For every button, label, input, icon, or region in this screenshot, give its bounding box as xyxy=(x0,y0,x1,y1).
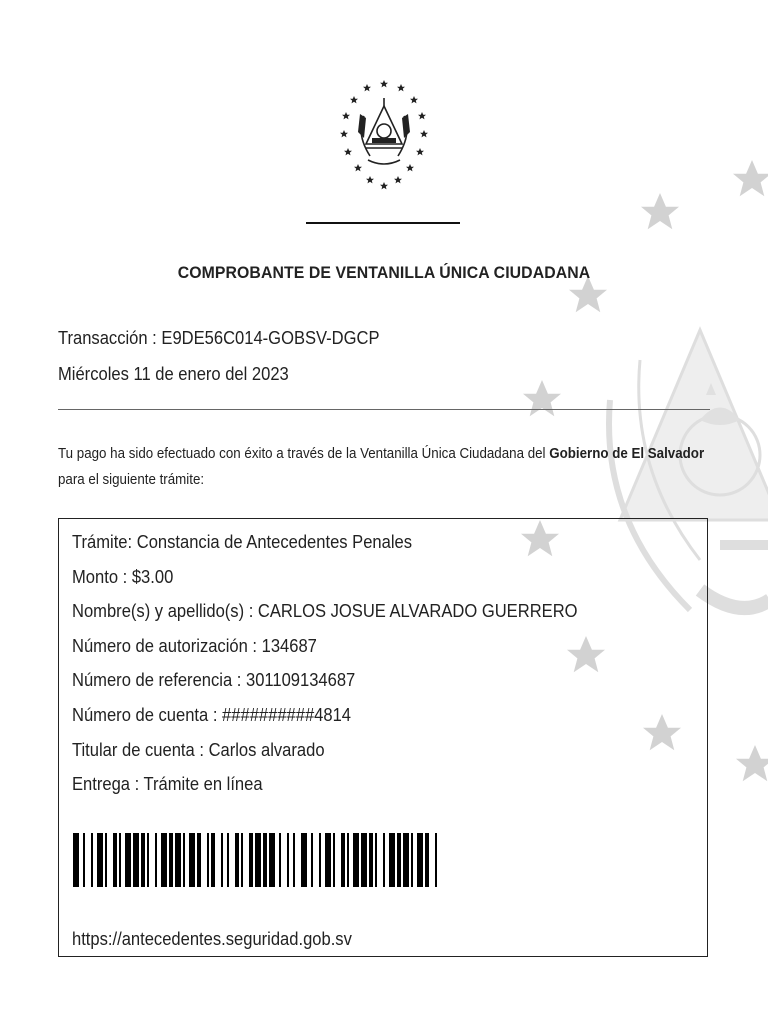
barcode-bar xyxy=(435,833,437,887)
entrega-row: Entrega : Trámite en línea xyxy=(72,774,263,795)
nombre-row: Nombre(s) y apellido(s) : CARLOS JOSUE ALVARADO GUERRERO xyxy=(72,601,578,622)
barcode-bar xyxy=(169,833,173,887)
titular-row: Titular de cuenta : Carlos alvarado xyxy=(72,739,325,760)
barcode-bar xyxy=(221,833,223,887)
barcode-bar xyxy=(347,833,349,887)
details-box xyxy=(58,518,708,957)
barcode-bar xyxy=(269,833,275,887)
entrega-value: Trámite en línea xyxy=(143,774,263,795)
tramite-row: Trámite: Constancia de Antecedentes Penales xyxy=(72,532,413,552)
monto-label: Monto xyxy=(72,566,119,587)
barcode-bar xyxy=(411,833,413,887)
barcode-bar xyxy=(325,833,331,887)
titular-value: Carlos alvarado xyxy=(208,739,325,760)
barcode-bar xyxy=(403,833,409,887)
transaction-date: Miércoles 11 de enero del 2023 xyxy=(58,364,289,384)
autorizacion-value: 134687 xyxy=(261,635,317,656)
intro-suffix: para el siguiente trámite: xyxy=(58,472,205,488)
tramite-label: Trámite xyxy=(72,532,128,552)
barcode-bar xyxy=(235,833,239,887)
barcode-bar xyxy=(361,833,367,887)
barcode-bar xyxy=(301,833,307,887)
intro-bold: Gobierno de El Salvador xyxy=(549,446,705,462)
nombre-label: Nombre(s) y apellido(s) xyxy=(72,601,245,622)
barcode-bar xyxy=(319,833,321,887)
cuenta-label: Número de cuenta xyxy=(72,704,209,725)
signature-line xyxy=(306,222,460,224)
barcode-bar xyxy=(255,833,261,887)
divider xyxy=(58,409,710,410)
barcode-bar xyxy=(241,833,243,887)
barcode-bar xyxy=(133,833,139,887)
barcode-bar xyxy=(147,833,149,887)
barcode-bar xyxy=(73,833,79,887)
barcode-bar xyxy=(97,833,103,887)
autorizacion-row: Número de autorización : 134687 xyxy=(72,635,317,656)
barcode-bar xyxy=(279,833,281,887)
barcode-bar xyxy=(183,833,185,887)
transaction-label: Transacción xyxy=(58,328,148,348)
referencia-row: Número de referencia : 301109134687 xyxy=(72,670,356,691)
autorizacion-label: Número de autorización xyxy=(72,635,248,656)
barcode-bar xyxy=(105,833,107,887)
barcode-bar xyxy=(125,833,131,887)
barcode-bar xyxy=(227,833,229,887)
barcode-bar xyxy=(333,833,335,887)
verification-url: https://antecedentes.seguridad.gob.sv xyxy=(72,929,352,949)
barcode-bar xyxy=(211,833,215,887)
barcode-bar xyxy=(353,833,359,887)
barcode-bar xyxy=(197,833,201,887)
barcode-bar xyxy=(287,833,289,887)
tramite-value: Constancia de Antecedentes Penales xyxy=(136,532,413,552)
barcode-bar xyxy=(91,833,93,887)
barcode-bar xyxy=(311,833,313,887)
cuenta-row: Número de cuenta : ##########4814 xyxy=(72,704,352,725)
barcode-bar xyxy=(369,833,373,887)
barcode-bar xyxy=(141,833,145,887)
barcode-bar xyxy=(383,833,385,887)
barcode-bar xyxy=(189,833,195,887)
titular-label: Titular de cuenta xyxy=(72,739,195,760)
barcode-bar xyxy=(375,833,377,887)
barcode-bar xyxy=(417,833,423,887)
barcode-bar xyxy=(341,833,345,887)
transaction-id: E9DE56C014-GOBSV-DGCP xyxy=(161,328,380,348)
intro-paragraph xyxy=(58,441,707,493)
barcode-bar xyxy=(293,833,295,887)
document-title: COMPROBANTE DE VENTANILLA ÚNICA CIUDADANA xyxy=(177,263,591,282)
barcode xyxy=(73,833,439,887)
barcode-bar xyxy=(207,833,209,887)
barcode-bar xyxy=(161,833,167,887)
monto-value: $3.00 xyxy=(131,566,174,587)
transaction-line: Transacción : E9DE56C014-GOBSV-DGCP xyxy=(58,328,380,348)
barcode-bar xyxy=(175,833,181,887)
coat-of-arms-icon xyxy=(336,78,432,196)
barcode-bar xyxy=(389,833,395,887)
barcode-bar xyxy=(155,833,157,887)
cuenta-value: ##########4814 xyxy=(222,704,352,725)
intro-prefix: Tu pago ha sido efectuado con éxito a través de la Ventanilla Única Ciudadana del xyxy=(58,446,550,462)
barcode-bar xyxy=(249,833,253,887)
barcode-bar xyxy=(119,833,121,887)
referencia-value: 301109134687 xyxy=(245,670,356,691)
barcode-bar xyxy=(263,833,267,887)
nombre-value: CARLOS JOSUE ALVARADO GUERRERO xyxy=(257,601,578,622)
barcode-bar xyxy=(83,833,85,887)
referencia-label: Número de referencia xyxy=(72,670,233,691)
monto-row: Monto : $3.00 xyxy=(72,566,174,587)
entrega-label: Entrega xyxy=(72,774,131,795)
barcode-bar xyxy=(397,833,401,887)
barcode-bar xyxy=(425,833,429,887)
barcode-bar xyxy=(113,833,117,887)
